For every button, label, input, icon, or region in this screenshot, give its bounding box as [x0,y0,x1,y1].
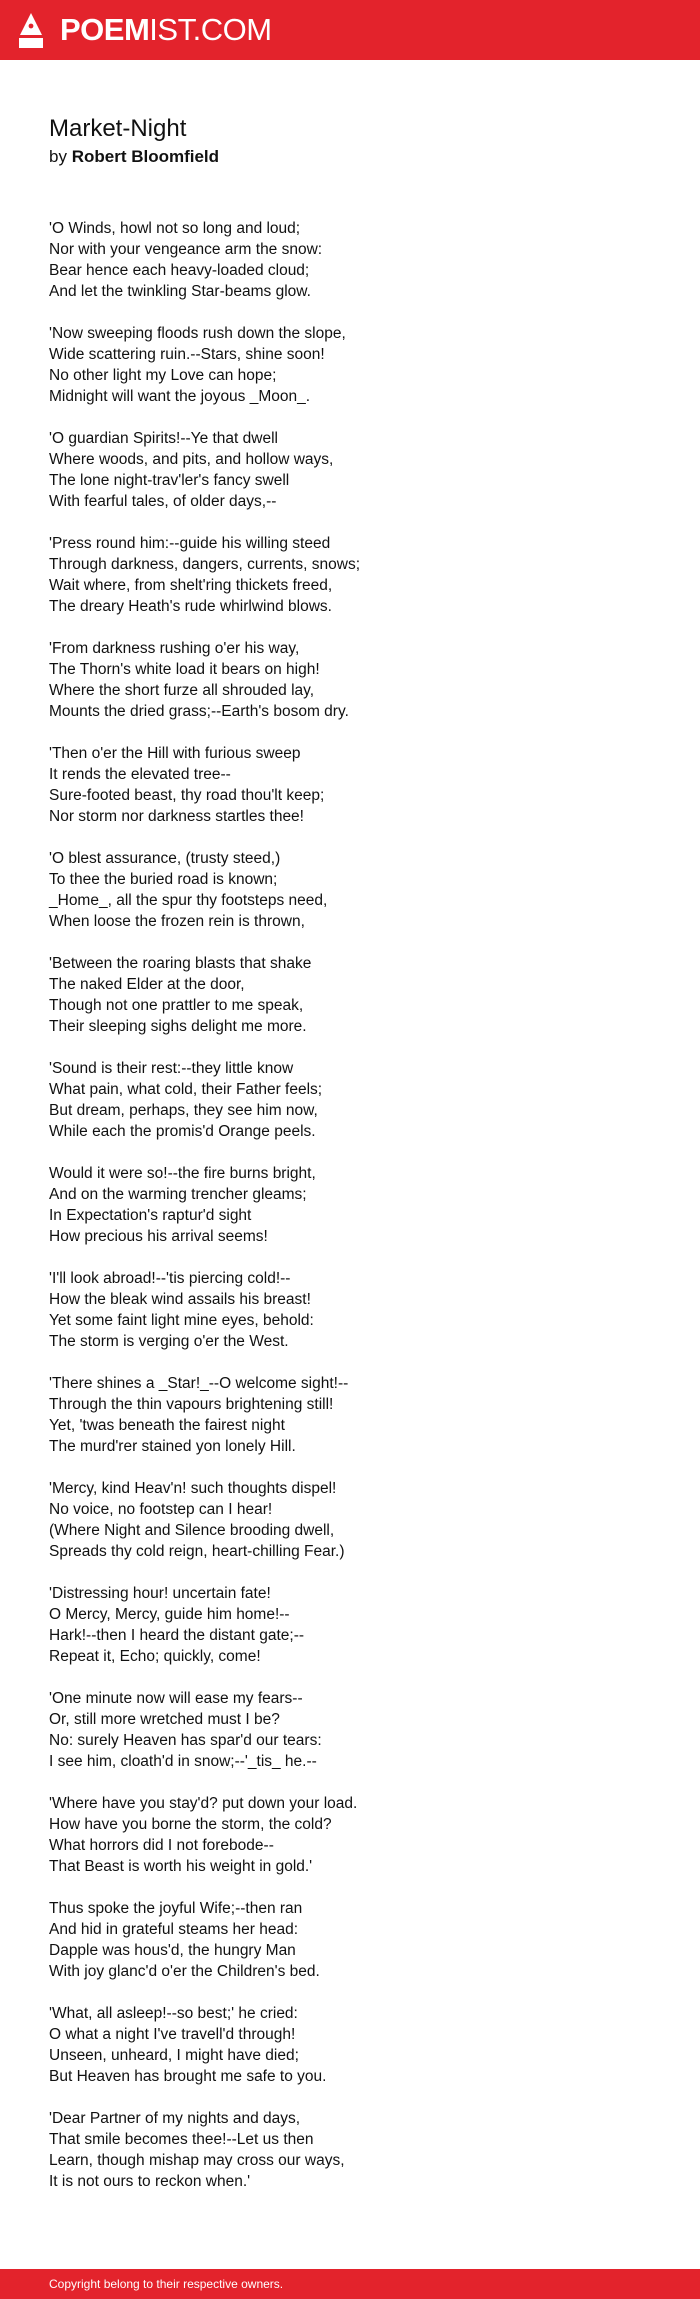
poem-line: To thee the buried road is known; [49,871,278,888]
poem-line: 'O blest assurance, (trusty steed,) [49,850,281,867]
poem-line: Thus spoke the joyful Wife;--then ran [49,1900,303,1917]
poem-line: I see him, cloath'd in snow;--'_tis_ he.-- [49,1753,317,1770]
poem-line: That Beast is worth his weight in gold.' [49,1858,313,1875]
poem-line: With fearful tales, of older days,-- [49,493,277,510]
poem-line: 'Dear Partner of my nights and days, [49,2110,301,2127]
poem-stanza [49,1688,649,1772]
poem-stanza [49,323,649,407]
poem-line: The storm is verging o'er the West. [49,1333,289,1350]
poem-line: Sure-footed beast, thy road thou'lt keep; [49,787,325,804]
poem-stanza [49,638,649,722]
poem-stanza [49,2003,649,2087]
poem-line: Through the thin vapours brightening still! [49,1396,334,1413]
poem-line: In Expectation's raptur'd sight [49,1207,252,1224]
poem-line: While each the promis'd Orange peels. [49,1123,316,1140]
poem-body [49,218,649,2213]
poem-line: When loose the frozen rein is thrown, [49,913,305,930]
poem-stanza [49,1793,649,1877]
poem-line: It rends the elevated tree-- [49,766,231,783]
poem-line: 'Sound is their rest:--they little know [49,1060,294,1077]
poem-line: No voice, no footstep can I hear! [49,1501,273,1518]
poem-line: Learn, though mishap may cross our ways, [49,2152,345,2169]
by-label: by [49,147,67,166]
poem-stanza [49,1898,649,1982]
poem-line: 'Distressing hour! uncertain fate! [49,1585,271,1602]
poem-heading [49,113,649,168]
poem-stanza [49,1583,649,1667]
poem-line: Where woods, and pits, and hollow ways, [49,451,334,468]
poem-line: The dreary Heath's rude whirlwind blows. [49,598,332,615]
poem-stanza [49,953,649,1037]
poem-line: Would it were so!--the fire burns bright, [49,1165,316,1182]
site-footer [0,2269,700,2299]
poem-line: 'I'll look abroad!--'tis piercing cold!-- [49,1270,291,1287]
poem-title: Market-Night [49,115,187,142]
poem-line: Repeat it, Echo; quickly, come! [49,1648,261,1665]
poem-line: Where the short furze all shrouded lay, [49,682,315,699]
poem-line: Mounts the dried grass;--Earth's bosom dry. [49,703,349,720]
poem-stanza [49,1268,649,1352]
poem-stanza [49,1373,649,1457]
poem-line: Dapple was hous'd, the hungry Man [49,1942,296,1959]
poem-line: 'There shines a _Star!_--O welcome sight!-- [49,1375,349,1392]
poem-line: Yet, 'twas beneath the fairest night [49,1417,285,1434]
poem-line: Nor storm nor darkness startles thee! [49,808,304,825]
poem-line: What horrors did I not forebode-- [49,1837,274,1854]
poem-stanza [49,1163,649,1247]
poem-line: How have you borne the storm, the cold? [49,1816,332,1833]
poem-line: Yet some faint light mine eyes, behold: [49,1312,314,1329]
poem-line: The murd'rer stained yon lonely Hill. [49,1438,296,1455]
poem-line: What pain, what cold, their Father feels; [49,1081,323,1098]
poem-line: The Thorn's white load it bears on high! [49,661,320,678]
site-header [0,0,700,60]
poem-line: 'Between the roaring blasts that shake [49,955,312,972]
poem-line: Wide scattering ruin.--Stars, shine soon! [49,346,325,363]
brand-bold: POEM [60,12,150,47]
poem-stanza [49,428,649,512]
poem-line: Nor with your vengeance arm the snow: [49,241,323,258]
poem-line: How the bleak wind assails his breast! [49,1291,311,1308]
pen-nib-icon [18,11,44,49]
poem-line: And hid in grateful steams her head: [49,1921,299,1938]
poem-stanza [49,848,649,932]
poem-stanza [49,2108,649,2192]
poem-line: Midnight will want the joyous _Moon_. [49,388,311,405]
copyright-text: Copyright belong to their respective owners. [49,2277,284,2291]
brand-light: IST.COM [149,12,272,47]
poem-line: That smile becomes thee!--Let us then [49,2131,314,2148]
poem-line: How precious his arrival seems! [49,1228,268,1245]
poem-line: Wait where, from shelt'ring thickets freed, [49,577,333,594]
poem-line: 'O guardian Spirits!--Ye that dwell [49,430,278,447]
poem-line: O what a night I've travell'd through! [49,2026,296,2043]
byline [49,146,649,168]
brand-name [60,11,272,49]
poem-stanza [49,533,649,617]
poem-line: Hark!--then I heard the distant gate;-- [49,1627,305,1644]
poem-line: O Mercy, Mercy, guide him home!-- [49,1606,290,1623]
poem-line: 'What, all asleep!--so best;' he cried: [49,2005,298,2022]
poem-line: It is not ours to reckon when.' [49,2173,251,2190]
poem-line: The naked Elder at the door, [49,976,245,993]
poem-stanza [49,1478,649,1562]
poem-line: And let the twinkling Star-beams glow. [49,283,311,300]
poem-line: The lone night-trav'ler's fancy swell [49,472,290,489]
poem-line: Though not one prattler to me speak, [49,997,304,1014]
poem-line: _Home_, all the spur thy footsteps need, [49,892,328,909]
poem-line: But dream, perhaps, they see him now, [49,1102,318,1119]
poem-line: 'From darkness rushing o'er his way, [49,640,300,657]
poem-line: With joy glanc'd o'er the Children's bed. [49,1963,320,1980]
poem-line: Through darkness, dangers, currents, snows; [49,556,361,573]
poem-line: Their sleeping sighs delight me more. [49,1018,307,1035]
poem-line: No other light my Love can hope; [49,367,277,384]
poem-line: Bear hence each heavy-loaded cloud; [49,262,310,279]
poem-line: 'O Winds, howl not so long and loud; [49,220,301,237]
poem-line: 'Where have you stay'd? put down your load. [49,1795,358,1812]
poem-line: (Where Night and Silence brooding dwell, [49,1522,335,1539]
poem-line: 'Now sweeping floods rush down the slope, [49,325,346,342]
poem-line: 'Press round him:--guide his willing steed [49,535,331,552]
poem-line: Unseen, unheard, I might have died; [49,2047,299,2064]
site-logo[interactable] [18,11,272,49]
poem-line: 'Then o'er the Hill with furious sweep [49,745,301,762]
poem-line: And on the warming trencher gleams; [49,1186,307,1203]
poem-stanza [49,743,649,827]
poem-line: But Heaven has brought me safe to you. [49,2068,327,2085]
poem-line: 'Mercy, kind Heav'n! such thoughts dispel! [49,1480,337,1497]
poem-line: 'One minute now will ease my fears-- [49,1690,303,1707]
poem-line: Or, still more wretched must I be? [49,1711,280,1728]
poem-stanza [49,1058,649,1142]
poem-line: Spreads thy cold reign, heart-chilling Fear.) [49,1543,345,1560]
poem-stanza [49,218,649,302]
author-name[interactable]: Robert Bloomfield [71,147,220,166]
poem-line: No: surely Heaven has spar'd our tears: [49,1732,322,1749]
